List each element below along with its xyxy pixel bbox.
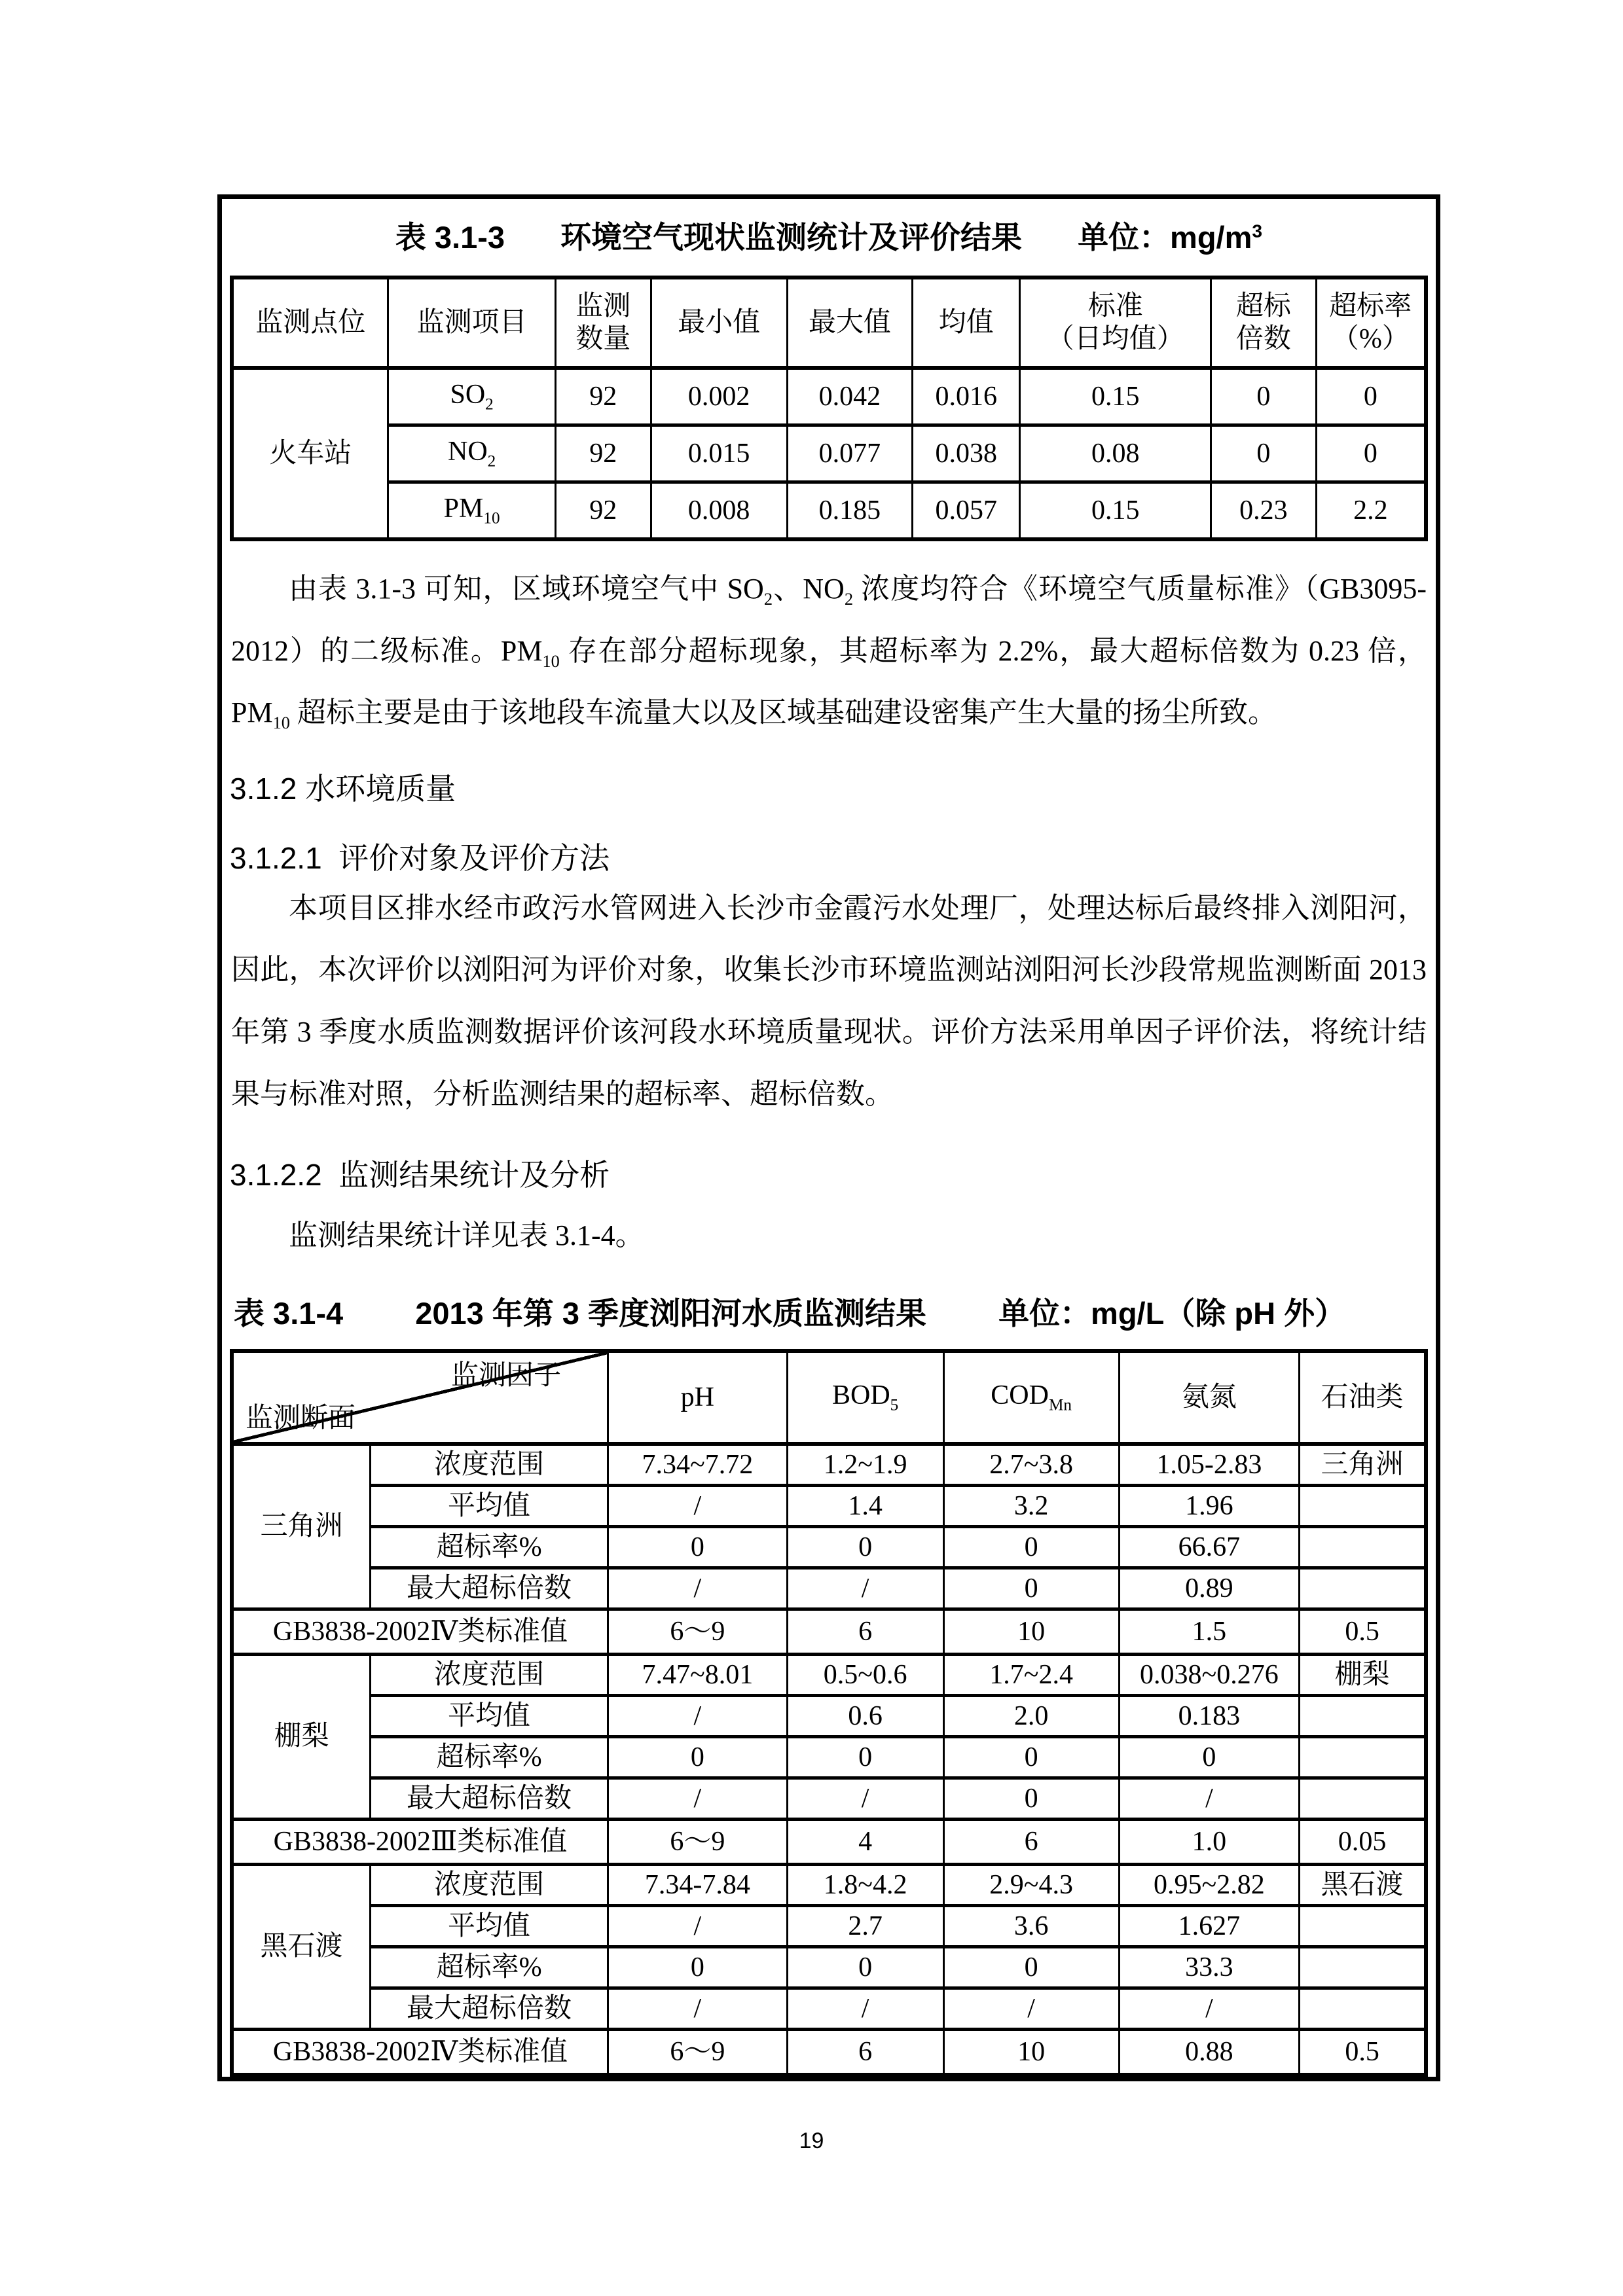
column-header: 超标率 （%） [1316,278,1426,368]
cell: 0.05 [1300,1819,1426,1864]
table-row [232,1568,1426,1609]
table-label: 表 3.1-4 [234,1295,344,1331]
cell: 0 [1316,425,1426,482]
row-label: 浓度范围 [371,1654,608,1695]
cell: 0.15 [1020,368,1211,425]
cell: / [1119,1988,1299,2029]
cell: 2.2 [1316,482,1426,540]
cell: / [608,1988,788,2029]
cell: 0.5 [1300,1609,1426,1654]
cell: / [608,1485,788,1526]
cell [1300,1526,1426,1568]
cell: 0.008 [651,482,787,540]
cell: 0.057 [913,482,1020,540]
table-row [232,1444,1426,1486]
table-row [232,1736,1426,1778]
diagonal-top-label: 监测因子 [451,1360,562,1391]
cell: 1.627 [1119,1905,1299,1946]
column-header: 最小值 [651,278,787,368]
column-header: pH [608,1351,788,1444]
cell: / [608,1695,788,1736]
cell [1300,1946,1426,1988]
cell: 棚梨 [1300,1654,1426,1695]
cell: 6～9 [608,1819,788,1864]
cell: 0.038~0.276 [1119,1654,1299,1695]
cell: 0 [943,1526,1119,1568]
column-header: $COD_{Mn}$ [943,1351,1119,1444]
cell: 7.34-7.84 [608,1864,788,1905]
cell: 6 [787,2029,943,2075]
cell: 4 [787,1819,943,1864]
column-header: 石油类 [1300,1351,1426,1444]
cell: 0.89 [1119,1568,1299,1609]
cell: 7.47~8.01 [608,1654,788,1695]
row-label: 超标率% [371,1946,608,1988]
cell: / [1119,1778,1299,1819]
cell: 2.9~4.3 [943,1864,1119,1905]
cell: / [943,1988,1119,2029]
cell: 0 [608,1946,788,1988]
cell: 0.5~0.6 [787,1654,943,1695]
cell: / [787,1988,943,2029]
cell: 3.6 [943,1905,1119,1946]
cell: 0.185 [787,482,913,540]
cell: 0 [787,1946,943,1988]
standard-row [232,2029,1426,2075]
table-row [232,1988,1426,2029]
cell: 黑石渡 [1300,1864,1426,1905]
content-area [222,199,1436,2077]
table-row [232,425,1426,482]
column-header: 监测项目 [388,278,555,368]
cell: 0.23 [1211,482,1317,540]
table-3-1-4-caption [230,1289,1428,1333]
cell: 6～9 [608,2029,788,2075]
cell: 1.4 [787,1485,943,1526]
row-label: 平均值 [371,1695,608,1736]
section-heading-3-1-2-1: 3.1.2.1 评价对象及评价方法 [230,840,610,875]
row-label: 平均值 [371,1905,608,1946]
cell: 3.2 [943,1485,1119,1526]
cell: / [608,1568,788,1609]
table-row [232,482,1426,540]
column-header: 最大值 [787,278,913,368]
cell: 1.05-2.83 [1119,1444,1299,1486]
table-row [232,1526,1426,1568]
standard-row [232,1609,1426,1654]
row-label: 最大超标倍数 [371,1778,608,1819]
cell: 6 [787,1609,943,1654]
cell [1300,1736,1426,1778]
table-row [232,1778,1426,1819]
cell: 0.038 [913,425,1020,482]
cell: 0.015 [651,425,787,482]
cell: 0 [1119,1736,1299,1778]
row-label: 平均值 [371,1485,608,1526]
row-label: 最大超标倍数 [371,1988,608,2029]
table-title: 环境空气现状监测统计及评价结果 [560,220,1023,255]
cell: 0.95~2.82 [1119,1864,1299,1905]
cell [1300,1778,1426,1819]
cell: / [787,1568,943,1609]
cell: 0 [608,1736,788,1778]
cell: 2.7 [787,1905,943,1946]
standard-label: GB3838-2002Ⅳ类标准值 [232,2029,608,2075]
row-label: 超标率% [371,1736,608,1778]
unit-superscript: 3 [1252,220,1263,242]
section-heading-3-1-2-2: 3.1.2.2 监测结果统计及分析 [230,1158,610,1193]
row-label: 最大超标倍数 [371,1568,608,1609]
cell: 2.0 [943,1695,1119,1736]
cell: 1.7~2.4 [943,1654,1119,1695]
cell: 0.6 [787,1695,943,1736]
table-header-row [232,278,1426,368]
cell: / [608,1778,788,1819]
cell: 0 [608,1526,788,1568]
row-label: 超标率% [371,1526,608,1568]
cell: 0.077 [787,425,913,482]
column-header: 均值 [913,278,1020,368]
table-label: 表 3.1-3 [395,220,505,255]
table-row [232,1695,1426,1736]
cell: 1.2~1.9 [787,1444,943,1486]
table-row [232,1864,1426,1905]
section-heading-3-1-2: 3.1.2 水环境质量 [230,771,456,806]
table-row [232,1654,1426,1695]
pollutant-cell: $SO_2$ [388,368,555,425]
cell: 7.34~7.72 [608,1444,788,1486]
cell: 0.042 [787,368,913,425]
cell: / [608,1905,788,1946]
table-row [232,368,1426,425]
cell: 三角洲 [1300,1444,1426,1486]
column-header: 氨氮 [1119,1351,1299,1444]
content-frame [217,194,1440,2081]
cell: 0 [943,1946,1119,1988]
paragraph-evaluation-method: 本项目区排水经市政污水管网进入长沙市金霞污水处理厂，处理达标后最终排入浏阳河，因此，本次评价以浏阳河为评价对象，收集长沙市环境监测站浏阳河长沙段常规监测断面 2013 年第 3 季度水质监测数据评价该河段水环境质量现状。评价方法采用单因子评价法，将统计结果与标准对照，分析监测结果的超标率、超标倍数。 [231,891,1427,1110]
table-row [232,1946,1426,1988]
cell: 0.5 [1300,2029,1426,2075]
pollutant-cell: $PM_{10}$ [388,482,555,540]
cell: 0 [1211,368,1317,425]
cell: 6 [943,1819,1119,1864]
section-name-cell: 三角洲 [232,1444,371,1609]
cell: 0.016 [913,368,1020,425]
cell [1300,1695,1426,1736]
cell [1300,1988,1426,2029]
section-name-cell: 黑石渡 [232,1864,371,2029]
cell: 1.0 [1119,1819,1299,1864]
column-header: 监测 数量 [555,278,651,368]
table-title: 2013 年第 3 季度浏阳河水质监测结果 [415,1295,927,1331]
cell: 0.002 [651,368,787,425]
cell: 1.8~4.2 [787,1864,943,1905]
table-unit: 单位：mg/L（除 pH 外） [998,1295,1346,1331]
column-header: 超标 倍数 [1211,278,1317,368]
cell: 6～9 [608,1609,788,1654]
cell: 0.88 [1119,2029,1299,2075]
table-header-row [232,1351,1426,1444]
table-unit: 单位：$mg/m^3$ [1078,220,1263,255]
paragraph-air-quality-analysis: 由表 3.1-3 可知，区域环境空气中 $SO_2$、$NO_2$ 浓度均符合《环境空气质量标准》（GB3095-2012）的二级标准。$PM_{10}$ 存在部分超标现象，其超标率为 2.2%，最大超标倍数为 0.23 倍，$PM_{10}$ 超标主要是由于该地段车流量大以及区域基础建设密集产生大量的扬尘所致。 [231,573,1427,732]
cell: 0.08 [1020,425,1211,482]
diagonal-bottom-label: 监测断面 [246,1403,356,1434]
row-label: 浓度范围 [371,1444,608,1486]
cell: 2.7~3.8 [943,1444,1119,1486]
site-cell: 火车站 [232,368,388,539]
water-quality-table [230,1349,1428,2077]
cell: 0 [943,1778,1119,1819]
cell: 0 [787,1526,943,1568]
column-header: 标准 （日均值） [1020,278,1211,368]
cell: 92 [555,425,651,482]
cell [1300,1905,1426,1946]
cell [1300,1485,1426,1526]
cell: 0 [1316,368,1426,425]
cell: / [787,1778,943,1819]
cell: 33.3 [1119,1946,1299,1988]
cell [1300,1568,1426,1609]
standard-label: GB3838-2002Ⅲ类标准值 [232,1819,608,1864]
page-number: 19 [799,2128,824,2153]
cell: 10 [943,2029,1119,2075]
cell: 10 [943,1609,1119,1654]
diagonal-header-cell [232,1351,608,1444]
column-header: $BOD_5$ [787,1351,943,1444]
standard-row [232,1819,1426,1864]
cell: 66.67 [1119,1526,1299,1568]
cell: 0 [1211,425,1317,482]
table-3-1-3-caption [230,213,1428,257]
table-row [232,1485,1426,1526]
row-label: 浓度范围 [371,1864,608,1905]
column-header: 监测点位 [232,278,388,368]
cell: 0.183 [1119,1695,1299,1736]
cell: 0 [787,1736,943,1778]
cell: 92 [555,368,651,425]
cell: 0.15 [1020,482,1211,540]
cell: 92 [555,482,651,540]
air-quality-table [230,276,1428,541]
section-name-cell: 棚梨 [232,1654,371,1819]
standard-label: GB3838-2002Ⅳ类标准值 [232,1609,608,1654]
cell: 1.5 [1119,1609,1299,1654]
cell: 0 [943,1568,1119,1609]
pollutant-cell: $NO_2$ [388,425,555,482]
paragraph-see-table: 监测结果统计详见表 3.1-4。 [289,1219,644,1252]
cell: 0 [943,1736,1119,1778]
cell: 1.96 [1119,1485,1299,1526]
table-row [232,1905,1426,1946]
